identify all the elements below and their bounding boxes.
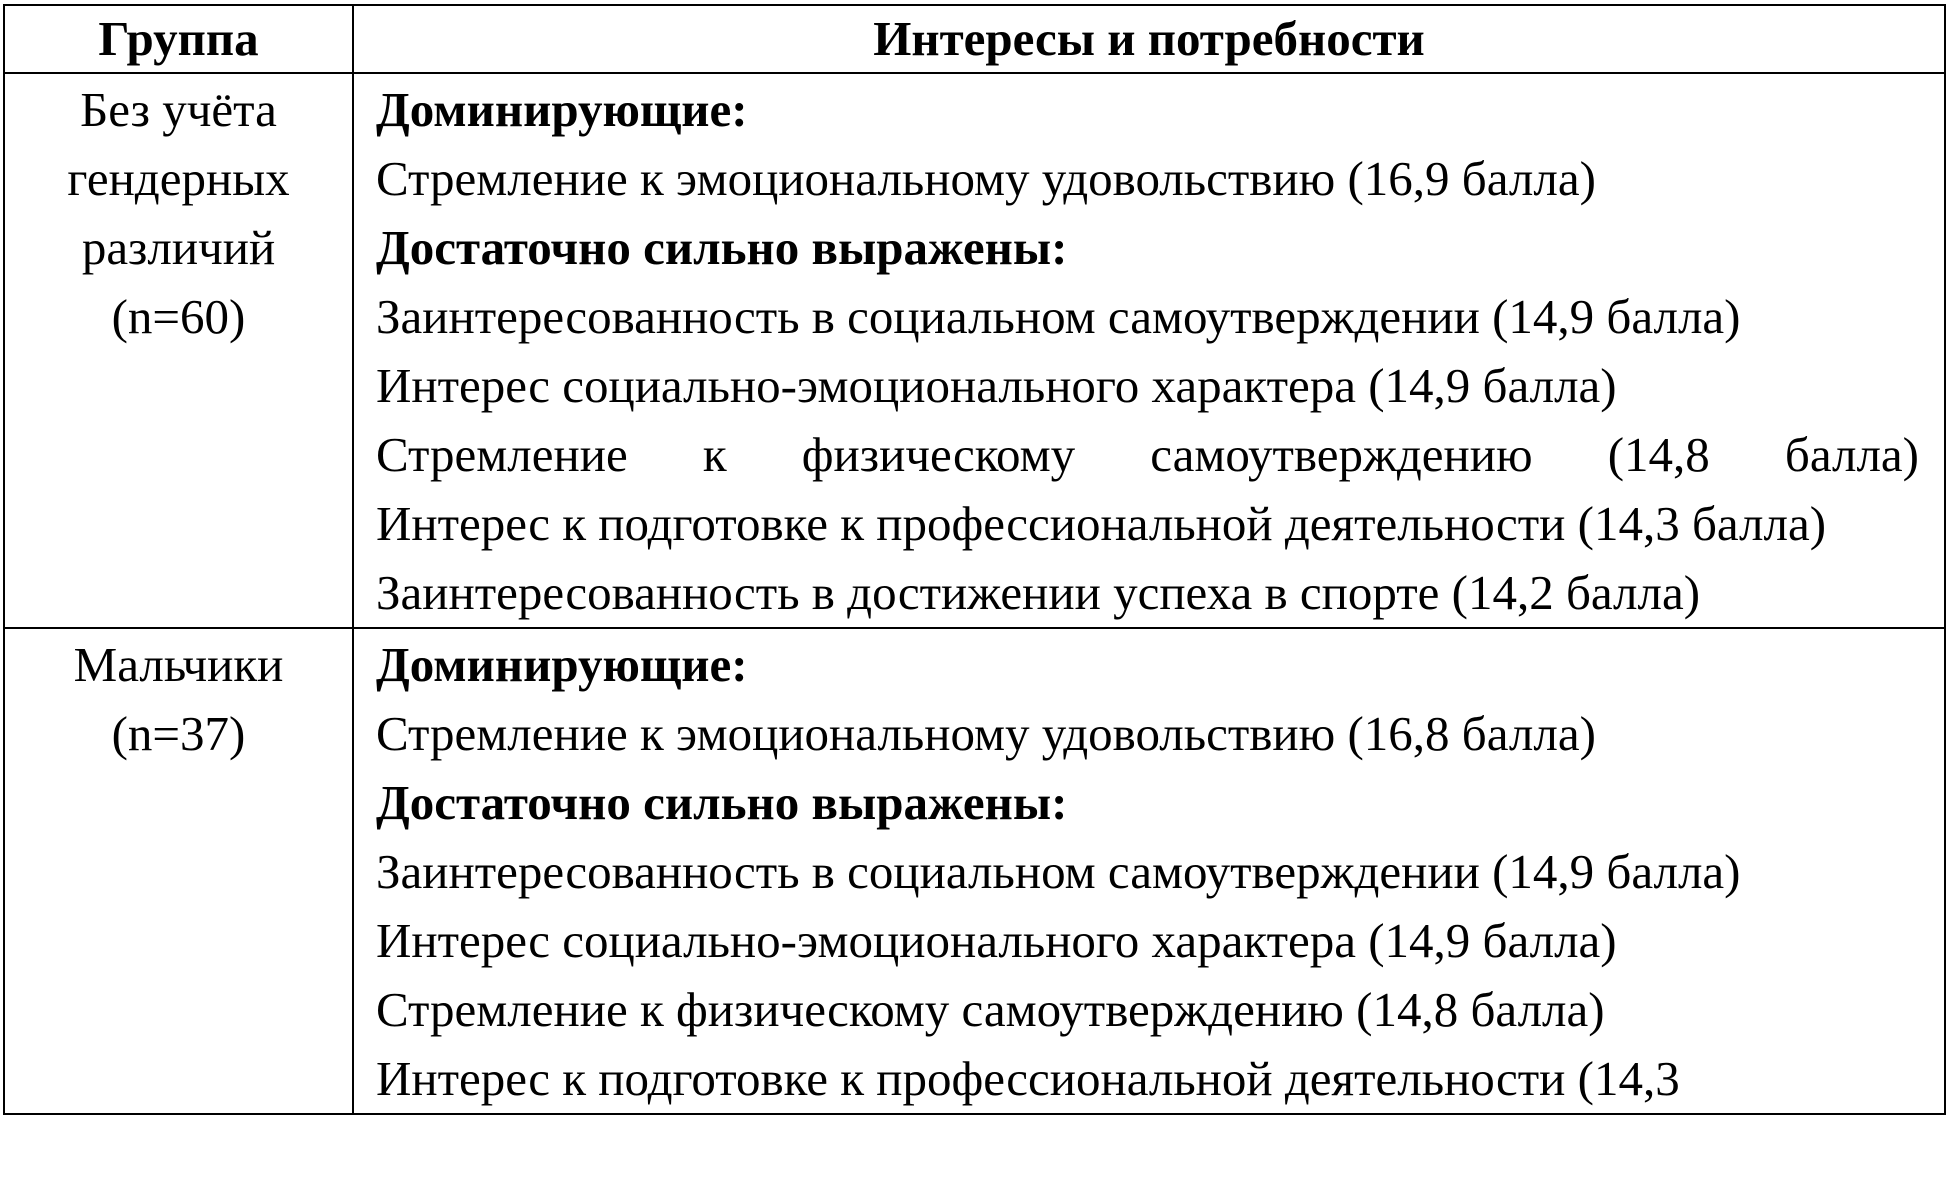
group-label-line: различий [81, 220, 276, 275]
group-label-line: (n=37) [111, 706, 246, 761]
strong-item: Стремление к физическому самоутверждению (14,8 балла) [376, 427, 1919, 482]
group-label-line: Мальчики [73, 637, 284, 692]
strong-item: Интерес к подготовке к профессиональной деятельности (14,3 балла) [376, 496, 1827, 551]
strong-heading: Достаточно сильно выражены: [376, 220, 1068, 275]
group-label-line: (n=60) [111, 289, 246, 344]
table-row [4, 73, 1945, 628]
interests-cell [353, 628, 1945, 1114]
dominant-item: Стремление к эмоциональному удовольствию (16,9 балла) [376, 151, 1596, 206]
strong-item: Интерес социально-эмоционального характера (14,9 балла) [376, 358, 1617, 413]
group-label-line: Без учёта [80, 82, 277, 137]
strong-item: Интерес социально-эмоционального характера (14,9 балла) [376, 913, 1617, 968]
table-row [4, 628, 1945, 1114]
strong-item: Заинтересованность в социальном самоутверждении (14,9 балла) [376, 289, 1741, 344]
dominant-heading: Доминирующие: [376, 637, 748, 692]
header-interests: Интересы и потребности [353, 5, 1945, 73]
interests-cell [353, 73, 1945, 628]
strong-item: Стремление к физическому самоутверждению (14,8 балла) [376, 982, 1605, 1037]
group-label-line: гендерных [67, 151, 290, 206]
strong-item: Заинтересованность в социальном самоутверждении (14,9 балла) [376, 844, 1741, 899]
dominant-item: Стремление к эмоциональному удовольствию (16,8 балла) [376, 706, 1596, 761]
dominant-heading: Доминирующие: [376, 82, 748, 137]
interests-table [3, 4, 1946, 1115]
strong-item: Заинтересованность в достижении успеха в спорте (14,2 балла) [376, 565, 1701, 620]
strong-item: Интерес к подготовке к профессиональной деятельности (14,3 [376, 1051, 1680, 1106]
group-cell [4, 73, 353, 628]
header-group: Группа [4, 5, 353, 73]
group-cell [4, 628, 353, 1114]
table-header-row [4, 5, 1945, 73]
strong-heading: Достаточно сильно выражены: [376, 775, 1068, 830]
